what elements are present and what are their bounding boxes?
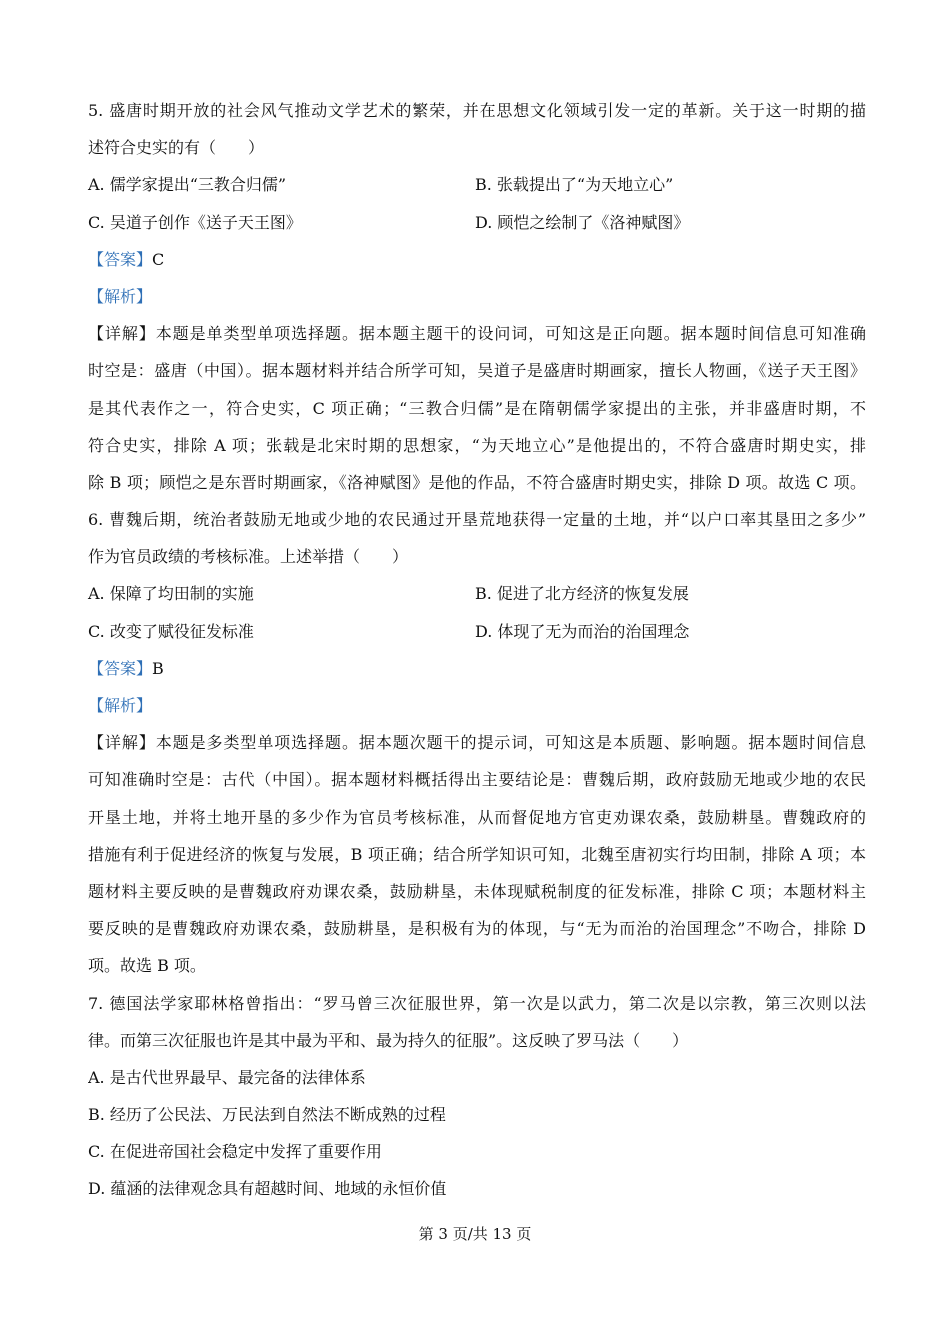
q7-stem-line-2: 律。而第三次征服也许是其中最为平和、最为持久的征服”。这反映了罗马法（ ） bbox=[88, 1030, 689, 1050]
q6-detail-text-1: 本题是多类型单项选择题。据本题次题干的提示词，可知这是本质题、影响题。据本题时间信息 bbox=[155, 733, 866, 753]
q6-options-row-2 bbox=[88, 613, 866, 650]
q5-analysis-tag: 【解析】 bbox=[88, 286, 153, 306]
q6-detail-line-4: 措施有利于促进经济的恢复与发展，B 项正确；结合所学知识可知，北魏至唐初实行均田制，排除 A 项；本 bbox=[88, 844, 866, 864]
q7-option-c: C. 在促进帝国社会稳定中发挥了重要作用 bbox=[88, 1142, 382, 1162]
q5-detail-text-1: 本题是单类型单项选择题。据本题主题干的设问词，可知这是正向题。据本题时间信息可知准确 bbox=[155, 324, 866, 344]
q5-detail-line-4: 符合史实，排除 A 项；张载是北宋时期的思想家，“为天地立心”是他提出的，不符合盛唐时期史实，排 bbox=[88, 435, 866, 455]
q7-stem-line-1: 7. 德国法学家耶林格曾指出：“罗马曾三次征服世界，第一次是以武力，第二次是以宗教，第三次则以法 bbox=[88, 993, 866, 1013]
q6-stem-line-1: 6. 曹魏后期，统治者鼓励无地或少地的农民通过开垦荒地获得一定量的土地，并“以户口率其垦田之多少” bbox=[88, 510, 866, 530]
q6-detail-line-2: 可知准确时空是：古代（中国）。据本题材料概括得出主要结论是：曹魏后期，政府鼓励无地或少地的农民 bbox=[88, 770, 866, 790]
q6-analysis-tag: 【解析】 bbox=[88, 696, 153, 715]
q6-option-b: B. 促进了北方经济的恢复发展 bbox=[475, 584, 689, 604]
q6-detail-line-1 bbox=[88, 724, 866, 761]
q6-answer-value: B bbox=[152, 658, 164, 678]
q5-answer-value: C bbox=[152, 249, 165, 269]
q7-option-d: D. 蕴涵的法律观念具有超越时间、地域的永恒价值 bbox=[88, 1179, 447, 1199]
exam-page bbox=[88, 92, 866, 1208]
q6-detail-line-7: 项。故选 B 项。 bbox=[88, 956, 206, 976]
q6-options-row-1 bbox=[88, 575, 866, 612]
q7-option-b: B. 经历了公民法、万民法到自然法不断成熟的过程 bbox=[88, 1105, 446, 1125]
q5-detail-line-2: 时空是：盛唐（中国）。据本题材料并结合所学可知，吴道子是盛唐时期画家，擅长人物画，《送子天王图》 bbox=[88, 361, 866, 381]
q6-detail-line-3: 开垦土地，并将土地开垦的多少作为官员考核标准，从而督促地方官吏劝课农桑，鼓励耕垦。曹魏政府的 bbox=[88, 807, 866, 827]
q6-answer-tag: 【答案】 bbox=[88, 658, 153, 678]
q5-option-d: D. 顾恺之绘制了《洛神赋图》 bbox=[475, 212, 690, 232]
q5-detail-tag: 【详解】 bbox=[88, 324, 156, 344]
q6-stem-line-2: 作为官员政绩的考核标准。上述举措（ ） bbox=[88, 547, 409, 567]
q5-answer bbox=[88, 241, 866, 278]
q5-stem-line-2: 述符合史实的有（ ） bbox=[88, 138, 265, 158]
q5-option-b: B. 张载提出了“为天地立心” bbox=[475, 175, 674, 195]
q5-option-a: A. 儒学家提出“三教合归儒” bbox=[88, 175, 287, 195]
q6-answer bbox=[88, 650, 866, 687]
q6-analysis bbox=[88, 687, 866, 724]
q5-answer-tag: 【答案】 bbox=[88, 249, 153, 269]
q5-options-row-2 bbox=[88, 204, 866, 241]
q6-detail-tag: 【详解】 bbox=[88, 733, 156, 753]
q5-stem-line-1: 5. 盛唐时期开放的社会风气推动文学艺术的繁荣，并在思想文化领域引发一定的革新。关于这一时期的描 bbox=[88, 101, 866, 120]
q5-option-c: C. 吴道子创作《送子天王图》 bbox=[88, 212, 302, 232]
page-footer: 第 3 页/共 13 页 bbox=[418, 1225, 532, 1243]
q5-detail-line-3: 是其代表作之一，符合史实，C 项正确；“三教合归儒”是在隋朝儒学家提出的主张，并非盛唐时期，不 bbox=[88, 398, 866, 418]
q5-analysis bbox=[88, 278, 866, 315]
q6-option-a: A. 保障了均田制的实施 bbox=[88, 584, 254, 604]
q5-options-row-1 bbox=[88, 166, 866, 203]
q5-detail-line-5: 除 B 项；顾恺之是东晋时期画家，《洛神赋图》是他的作品，不符合盛唐时期史实，排除 D 项。故选 C 项。 bbox=[88, 472, 866, 492]
q6-option-c: C. 改变了赋役征发标准 bbox=[88, 621, 254, 641]
q5-detail-line-1 bbox=[88, 315, 866, 352]
q6-detail-line-6: 要反映的是曹魏政府劝课农桑，鼓励耕垦，是积极有为的体现，与“无为而治的治国理念”不吻合，排除 D bbox=[88, 919, 866, 939]
q7-option-a: A. 是古代世界最早、最完备的法律体系 bbox=[88, 1067, 366, 1087]
q6-detail-line-5: 题材料主要反映的是曹魏政府劝课农桑，鼓励耕垦，未体现赋税制度的征发标准，排除 C 项；本题材料主 bbox=[88, 881, 866, 901]
q6-option-d: D. 体现了无为而治的治国理念 bbox=[475, 621, 690, 641]
